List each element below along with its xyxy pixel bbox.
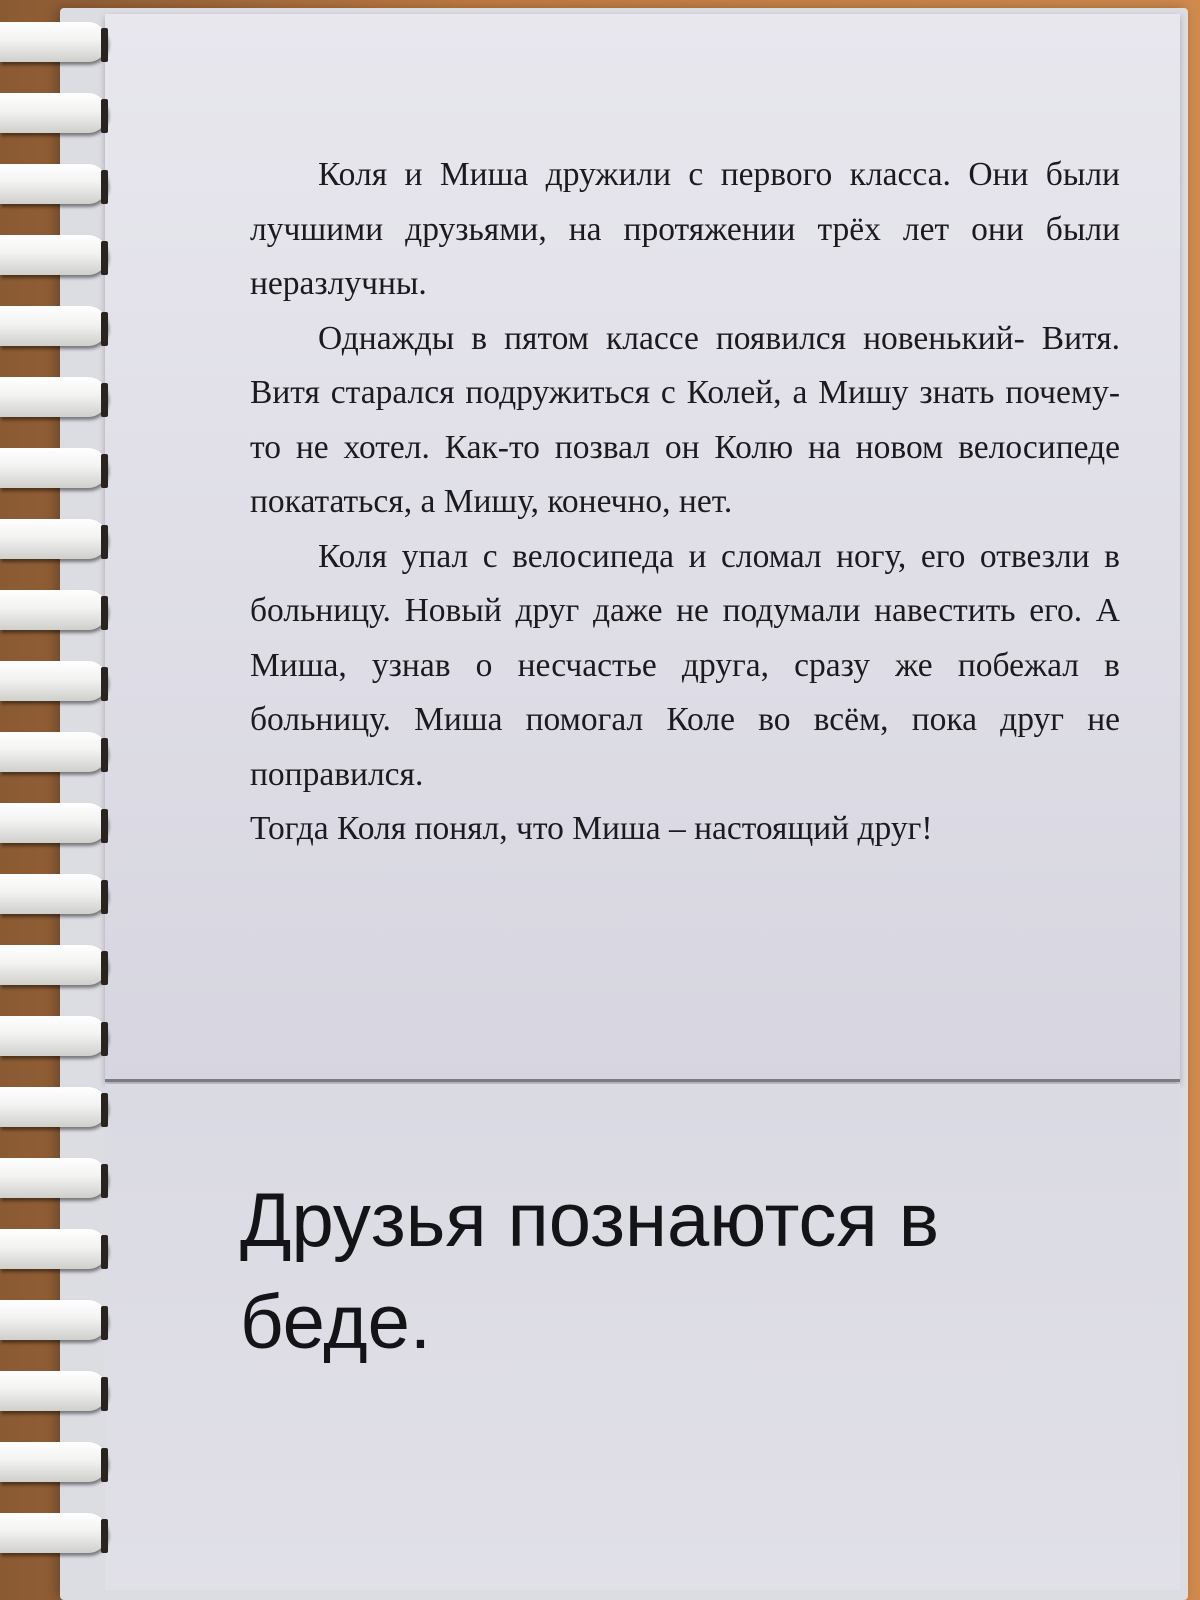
binding-ring: [0, 235, 108, 275]
binding-ring: [0, 164, 108, 204]
binding-ring: [0, 1016, 108, 1056]
binding-ring: [0, 590, 108, 630]
binding-ring: [0, 1158, 108, 1198]
binding-ring: [0, 1087, 108, 1127]
binding-ring: [0, 803, 108, 843]
binding-ring: [0, 1229, 108, 1269]
binding-ring: [0, 1442, 108, 1482]
binding-ring: [0, 945, 108, 985]
story-paragraph-1: Коля и Миша дружили с первого класса. Они были лучшими друзьями, на протяжении трёх лет они были неразлучны.: [250, 156, 1120, 302]
binding-ring: [0, 874, 108, 914]
binding-ring: [0, 93, 108, 133]
story-paragraph-3: Коля упал с велосипеда и сломал ногу, его отвезли в больницу. Новый друг даже не подумали навестить его. А Миша, узнав о несчастье друга, сразу же побежал в больницу. Миша помогал Коле во всём, пока друг не поправился.: [250, 537, 1120, 793]
binding-ring: [0, 732, 108, 772]
binding-ring: [0, 661, 108, 701]
binding-ring: [0, 448, 108, 488]
story-conclusion: Тогда Коля понял, что Миша – настоящий друг!: [250, 810, 933, 847]
binding-ring: [0, 306, 108, 346]
proverb-title: Друзья познаются в беде.: [240, 1178, 940, 1365]
binding-ring: [0, 1513, 108, 1553]
binding-ring: [0, 22, 108, 62]
story-paragraph-2: Однажды в пятом классе появился новенький- Витя. Витя старался подружиться с Колей, а Мишу знать почему-то не хотел. Как-то позвал он Колю на новом велосипеде покататься, а Мишу, конечно, нет.: [250, 319, 1120, 520]
story-text: [250, 148, 1120, 857]
binding-ring: [0, 519, 108, 559]
spiral-binding-icon: [0, 0, 112, 1600]
binding-ring: [0, 377, 108, 417]
binding-ring: [0, 1371, 108, 1411]
binding-ring: [0, 1300, 108, 1340]
